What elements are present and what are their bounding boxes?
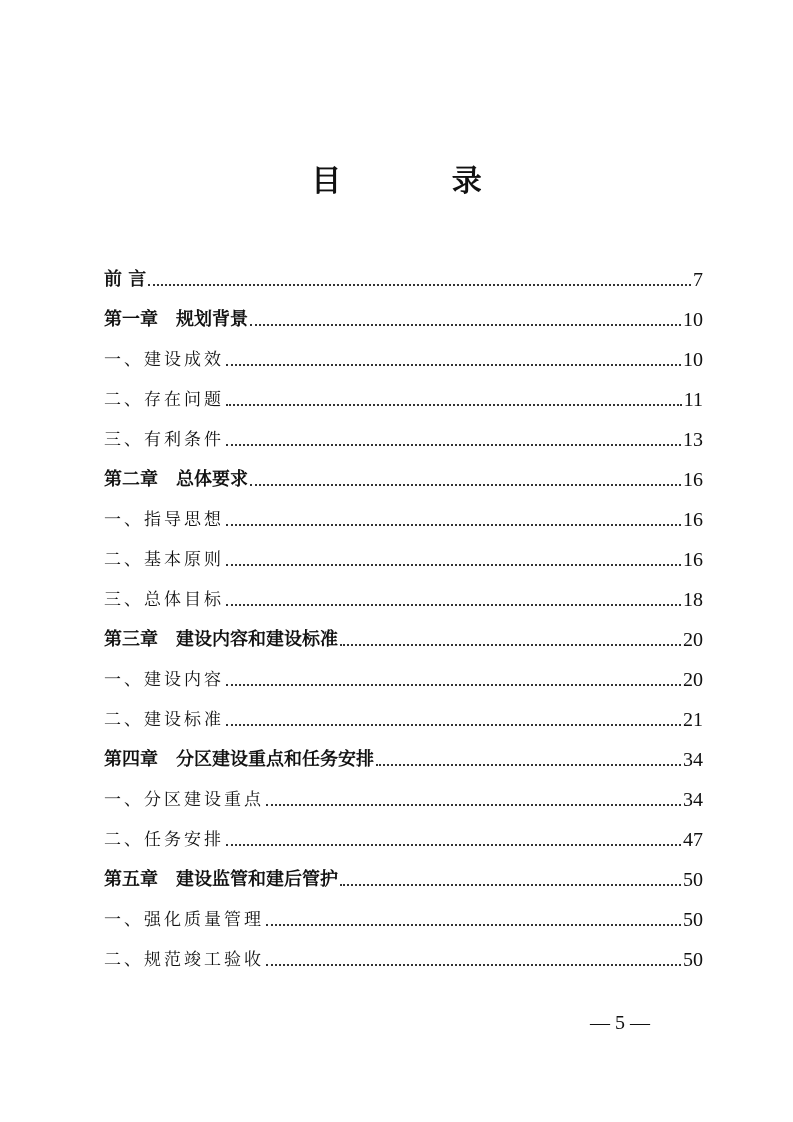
toc-entry-label: 一、建设内容 <box>104 670 224 690</box>
toc-dot-leader <box>376 763 681 766</box>
toc-section-entry[interactable] <box>104 576 703 616</box>
toc-entry-label: 第四章 分区建设重点和任务安排 <box>104 749 374 770</box>
toc-dot-leader <box>266 963 681 966</box>
toc-entry-page: 34 <box>683 749 703 771</box>
toc-entry-label: 三、总体目标 <box>104 590 224 610</box>
toc-dot-leader <box>226 603 681 606</box>
toc-dot-leader <box>226 723 681 726</box>
toc-entry-page: 50 <box>683 909 703 931</box>
toc-entry-page: 21 <box>683 709 703 731</box>
toc-chapter-entry[interactable] <box>104 736 703 776</box>
toc-chapter-entry[interactable] <box>104 616 703 656</box>
toc-entry-label: 前 言 <box>104 269 147 290</box>
toc-entry-page: 16 <box>683 549 703 571</box>
toc-dot-leader <box>340 643 681 646</box>
toc-entry-label: 一、建设成效 <box>104 350 224 370</box>
toc-dot-leader <box>226 443 681 446</box>
toc-entry-label: 一、强化质量管理 <box>104 910 264 930</box>
toc-dot-leader <box>226 363 681 366</box>
toc-entry-label: 第二章 总体要求 <box>104 469 248 490</box>
toc-section-entry[interactable] <box>104 416 703 456</box>
toc-dot-leader <box>226 683 681 686</box>
toc-section-entry[interactable] <box>104 496 703 536</box>
toc-dot-leader <box>250 323 681 326</box>
toc-section-entry[interactable] <box>104 656 703 696</box>
toc-entry-page: 10 <box>683 349 703 371</box>
toc-entry-label: 第三章 建设内容和建设标准 <box>104 629 338 650</box>
table-of-contents <box>104 256 703 976</box>
toc-section-entry[interactable] <box>104 536 703 576</box>
toc-chapter-entry[interactable] <box>104 456 703 496</box>
toc-entry-page: 47 <box>683 829 703 851</box>
toc-entry-label: 第五章 建设监管和建后管护 <box>104 869 338 890</box>
page-number: — 5 — <box>590 1012 650 1034</box>
toc-entry-page: 13 <box>683 429 703 451</box>
toc-entry-page: 11 <box>683 389 703 411</box>
toc-dot-leader <box>226 523 681 526</box>
toc-entry-label: 一、分区建设重点 <box>104 790 264 810</box>
toc-entry-page: 10 <box>683 309 703 331</box>
toc-entry-page: 16 <box>683 469 703 491</box>
toc-section-entry[interactable] <box>104 896 703 936</box>
toc-dot-leader <box>250 483 681 486</box>
toc-dot-leader <box>226 563 681 566</box>
toc-entry-page: 16 <box>683 509 703 531</box>
toc-entry-label: 二、任务安排 <box>104 830 224 850</box>
toc-dot-leader <box>266 803 681 806</box>
toc-dot-leader <box>226 843 681 846</box>
toc-section-entry[interactable] <box>104 816 703 856</box>
toc-chapter-entry[interactable] <box>104 296 703 336</box>
toc-chapter-entry[interactable] <box>104 256 703 296</box>
toc-entry-page: 18 <box>683 589 703 611</box>
toc-section-entry[interactable] <box>104 776 703 816</box>
toc-entry-page: 34 <box>683 789 703 811</box>
toc-dot-leader <box>340 883 681 886</box>
toc-chapter-entry[interactable] <box>104 856 703 896</box>
toc-entry-page: 20 <box>683 669 703 691</box>
toc-entry-label: 二、规范竣工验收 <box>104 950 264 970</box>
toc-dot-leader <box>266 923 681 926</box>
toc-section-entry[interactable] <box>104 696 703 736</box>
page-title: 目 录 <box>311 164 532 199</box>
toc-entry-label: 一、指导思想 <box>104 510 224 530</box>
toc-entry-page: 7 <box>693 269 703 291</box>
toc-entry-page: 50 <box>683 869 703 891</box>
toc-entry-page: 20 <box>683 629 703 651</box>
toc-entry-label: 第一章 规划背景 <box>104 309 248 330</box>
toc-entry-label: 三、有利条件 <box>104 430 224 450</box>
toc-section-entry[interactable] <box>104 336 703 376</box>
toc-entry-label: 二、存在问题 <box>104 390 224 410</box>
toc-section-entry[interactable] <box>104 376 703 416</box>
toc-entry-page: 50 <box>683 949 703 971</box>
toc-entry-label: 二、基本原则 <box>104 550 224 570</box>
toc-dot-leader <box>226 403 682 406</box>
toc-dot-leader <box>148 283 691 286</box>
toc-section-entry[interactable] <box>104 936 703 976</box>
toc-entry-label: 二、建设标准 <box>104 710 224 730</box>
